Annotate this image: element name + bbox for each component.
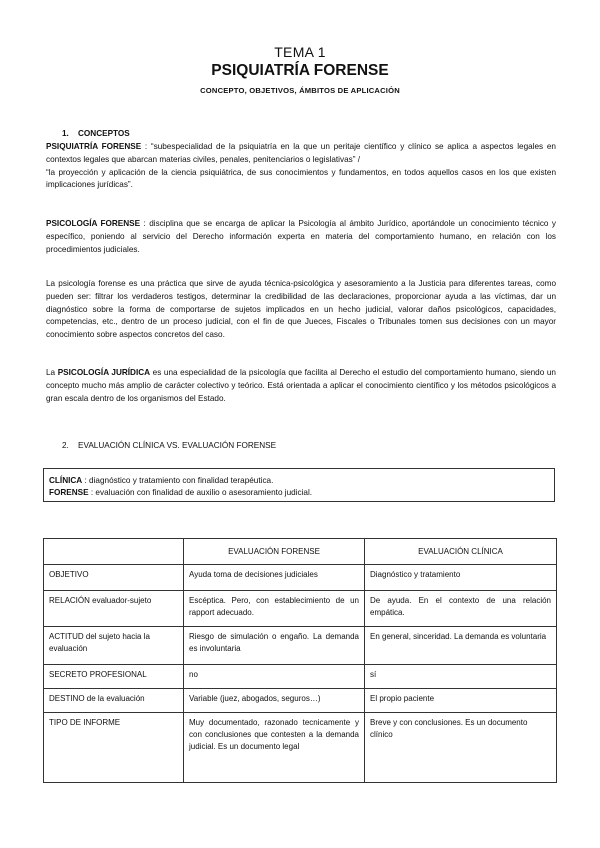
juridica-definition: es una especialidad de la psicología que facilita al Derecho el estudio del comportamiento humano, siendo un concepto mucho más amplio de carácter colectivo y teórico. Está orientada a aplicar el conocimiento científico y los métodos psicológicos a gran escala dentro de los organismos del Estado. [46,368,556,403]
forense-text: : evaluación con finalidad de auxilio o asesoramiento judicial. [90,488,313,498]
section-2-title: EVALUACIÓN CLÍNICA VS. EVALUACIÓN FORENSE [78,441,277,450]
table-cell: Ayuda toma de decisiones judiciales [184,565,365,591]
psicologia-definition: : disciplina que se encarga de aplicar la Psicología al ámbito Jurídico, aportándole un conocimiento técnico y específico, poniendo al servicio del Derecho información experta en materia del comportamiento humano, en relación con los procedimientos judiciales. [46,219,557,254]
table-row [44,565,557,591]
page-title: PSIQUIATRÍA FORENSE [211,62,389,79]
forense-definition [49,487,549,499]
table-cell: De ayuda. En el contexto de una relación empática. [365,591,557,627]
section-1-heading [62,129,130,138]
table-row [44,713,557,783]
definitions-box [43,468,555,502]
table-cell: El propio paciente [365,689,557,713]
comparison-table [43,538,557,783]
psicologia-label: PSICOLOGÍA FORENSE [46,219,141,228]
forense-label: FORENSE [49,488,89,498]
table-cell: OBJETIVO [44,565,184,591]
table-header-cell [44,539,184,565]
table-cell: Muy documentado, razonado tecnicamente y con conclusiones que contesten a la demanda judicial. Es un documento legal [184,713,365,783]
page-subtitle: CONCEPTO, OBJETIVOS, ÁMBITOS DE APLICACIÓN [200,86,400,95]
clinica-definition [49,475,549,487]
psiquiatria-definition-2: “la proyección y aplicación de la ciencia psiquiátrica, de sus conocimientos y fundamentos, en todos aquellos casos en los que existen implicaciones jurídicas”. [46,167,556,190]
table-row [44,665,557,689]
table-row [44,627,557,665]
table-cell: TIPO DE INFORME [44,713,184,783]
table-cell: DESTINO de la evaluación [44,689,184,713]
table-cell: ACTITUD del sujeto hacia la evaluación [44,627,184,665]
table-cell: Breve y con conclusiones. Es un documento clínico [365,713,557,783]
table-cell: RELACIÓN evaluador-sujeto [44,591,184,627]
section-2-number: 2. [62,441,69,450]
clinica-text: : diagnóstico y tratamiento con finalidad terapéutica. [84,476,274,485]
section-1-number: 1. [62,129,69,138]
table-header-cell: EVALUACIÓN CLÍNICA [365,539,557,565]
table-row [44,689,557,713]
table-header-row [44,539,557,565]
table-cell: Escéptica. Pero, con establecimiento de un rapport adecuado. [184,591,365,627]
table-cell: no [184,665,365,689]
tema-label: TEMA 1 [274,44,326,60]
section-1-title: CONCEPTOS [78,129,130,138]
psiquiatria-definition: : “subespecialidad de la psiquiatría en la que un peritaje científico y clínico se aplica a aspectos legales en contextos legales que abarcan materias civiles, penales, penitenciarios o legislativas” / [46,142,556,164]
table-row [44,591,557,627]
table-cell: Diagnóstico y tratamiento [365,565,557,591]
table-cell: En general, sinceridad. La demanda es voluntaria [365,627,557,665]
psiquiatria-label: PSIQUIATRÍA FORENSE [46,142,142,151]
table-cell: Variable (juez, abogados, seguros…) [184,689,365,713]
juridica-intro: La [46,368,58,377]
table-cell: Riesgo de simulación o engaño. La demanda es involuntaria [184,627,365,665]
paragraph-psicologia-forense [46,218,556,256]
table-cell: sí [365,665,557,689]
paragraph-practica-forense: La psicología forense es una práctica que sirve de ayuda técnica-psicológica y asesoramiento a la Justicia para diferentes tareas, como pueden ser: filtrar los verdaderos testigos, determinar la credibilidad de las declaraciones, proporcionar ayuda a las víctimas, dar un diagnóstico sobre la forma de comportarse de sujetos implicados en un hecho judicial, valorar daños psicológicos, capacidades, competencias, etc., dentro de un proceso judicial, con el fin de que Jueces, Fiscales o Tribunales tomen sus decisiones con un mayor conocimiento sobre aspectos concretos del caso. [46,279,556,340]
table-cell: SECRETO PROFESIONAL [44,665,184,689]
section-2-heading [62,441,276,450]
clinica-label: CLÍNICA [49,476,83,485]
paragraph-psicologia-juridica [46,367,556,405]
paragraph-psiquiatria [46,141,556,192]
juridica-label: PSICOLOGÍA JURÍDICA [57,368,151,377]
table-header-cell: EVALUACIÓN FORENSE [184,539,365,565]
